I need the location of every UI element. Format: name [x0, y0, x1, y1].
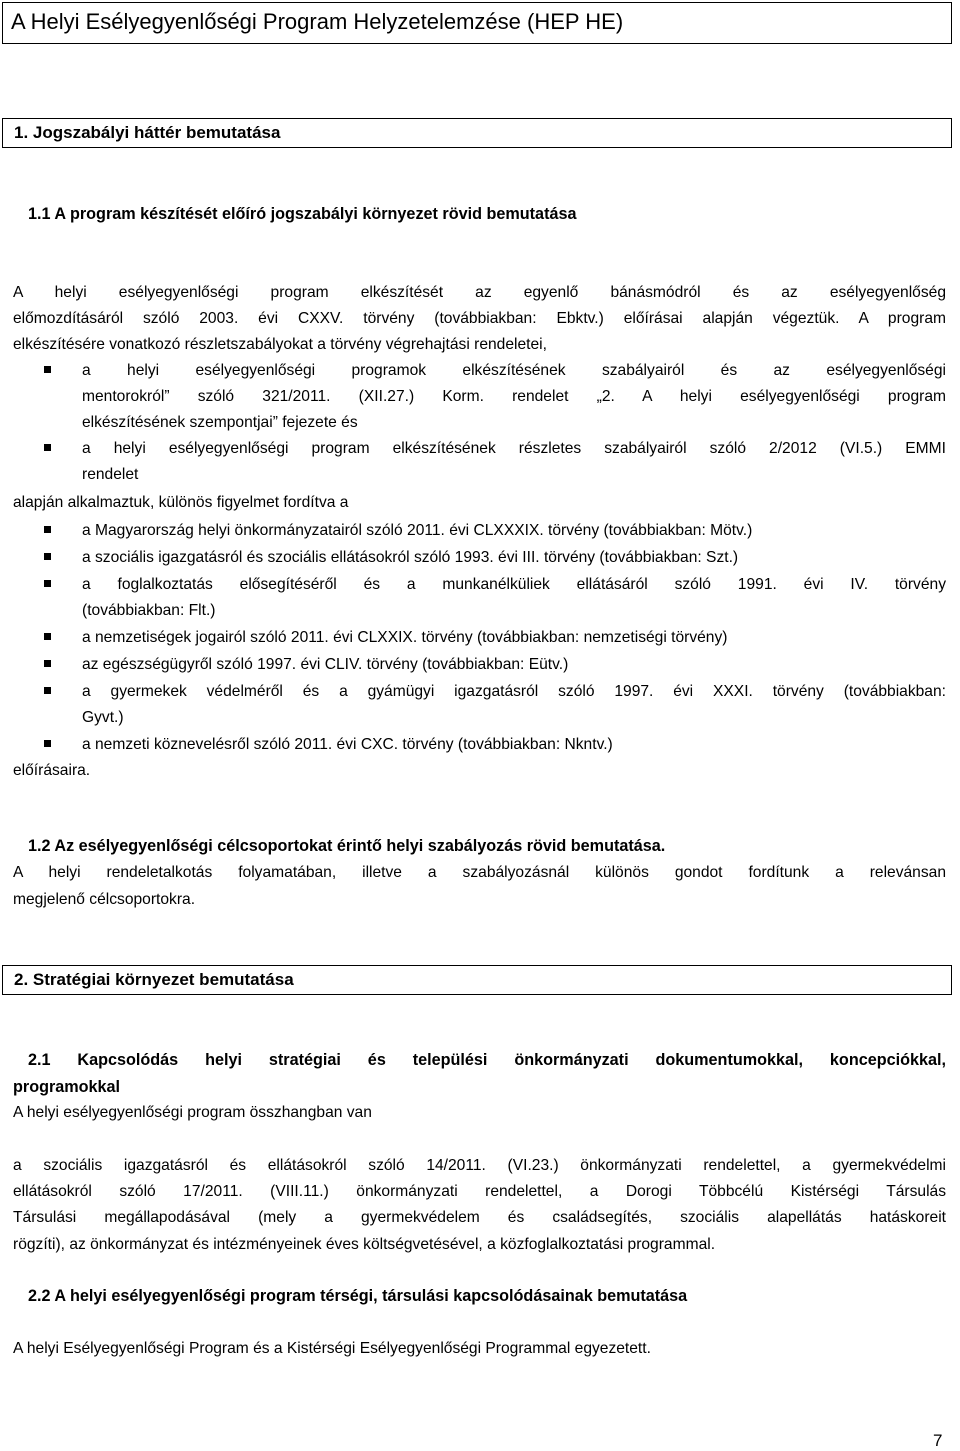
- bullet2-6-line-2: Gyvt.): [82, 709, 124, 726]
- bullet-icon: [44, 526, 51, 533]
- para6-line-3: Társulási megállapodásával (mely a gyermekvédelem és családsegítés, szociális alapellátás hatáskoreit: [13, 1209, 946, 1226]
- bullet-icon: [44, 740, 51, 747]
- bullet-icon: [44, 633, 51, 640]
- bullet2-7: a nemzeti köznevelésről szóló 2011. évi CXC. törvény (továbbiakban: Nkntv.): [82, 736, 613, 753]
- document-title: A Helyi Esélyegyenlőségi Program Helyzetelemzése (HEP HE): [11, 9, 624, 34]
- bullet-icon: [44, 580, 51, 587]
- para4-line-2: megjelenő célcsoportokra.: [13, 891, 196, 908]
- section-1-header: 1. Jogszabályi háttér bemutatása: [2, 118, 952, 148]
- section-2-1-heading-text: 2.1 Kapcsolódás helyi stratégiai és települési önkormányzati dokumentumokkal, koncepciókkal,: [28, 1051, 946, 1069]
- bullet1-1-line-3: elkészítésének szempontjai” fejezete és: [82, 414, 358, 431]
- para6-line-2: ellátásokról szóló 17/2011. (VIII.11.) önkormányzati rendelettel, a Dorogi Többcélú Kistérségi Társulás: [13, 1183, 946, 1200]
- bullet1-2-line-2: rendelet: [82, 466, 139, 483]
- bullet-icon: [44, 687, 51, 694]
- bullet2-4: a nemzetiségek jogairól szóló 2011. évi CLXXIX. törvény (továbbiakban: nemzetiségi törvény): [82, 629, 728, 646]
- para3: előírásaira.: [13, 762, 91, 779]
- para1-line-2: előmozdításáról szóló 2003. évi CXXV. törvény (továbbiakban: Ebktv.) előírásai alapján végeztük. A program: [13, 310, 946, 327]
- bullet2-2: a szociális igazgatásról és szociális ellátásokról szóló 1993. évi III. törvény (továbbiakban: Szt.): [82, 549, 739, 566]
- bullet1-1-line-1: a helyi esélyegyenlőségi programok elkészítésének szabályairól és az esélyegyenlőségi: [82, 362, 946, 379]
- bullet2-3-line-2: (továbbiakban: Flt.): [82, 602, 216, 619]
- para5: A helyi esélyegyenlőségi program összhangban van: [13, 1104, 372, 1121]
- section-2-header: 2. Stratégiai környezet bemutatása: [2, 965, 952, 995]
- bullet2-6-line-1: a gyermekek védelméről és a gyámügyi igazgatásról szóló 1997. évi XXXI. törvény (továbbiakban:: [82, 683, 946, 700]
- bullet2-1: a Magyarország helyi önkormányzatairól szóló 2011. évi CLXXXIX. törvény (továbbiakban: Mötv.): [82, 522, 753, 539]
- bullet2-5: az egészségügyről szóló 1997. évi CLIV. törvény (továbbiakban: Eütv.): [82, 656, 569, 673]
- bullet1-1-line-2: mentorokról” szóló 321/2011. (XII.27.) Korm. rendelet „2. A helyi esélyegyenlőségi program: [82, 388, 946, 405]
- section-1-1-heading: 1.1 A program készítését előíró jogszabályi környezet rövid bemutatása: [28, 205, 577, 223]
- para1-line-1: A helyi esélyegyenlőségi program elkészítését az egyenlő bánásmódról és az esélyegyenlőség: [13, 284, 946, 301]
- bullet2-3-line-1: a foglalkoztatás elősegítéséről és a munkanélküliek ellátásáról szóló 1991. évi IV. törvény: [82, 576, 946, 593]
- section-2-1-heading-line-1: [13, 1049, 946, 1071]
- bullet-icon: [44, 553, 51, 560]
- para6-line-1: a szociális igazgatásról és ellátásokról szóló 14/2011. (VI.23.) önkormányzati rendelettel, a gyermekvédelmi: [13, 1157, 946, 1174]
- para7: A helyi Esélyegyenlőségi Program és a Kistérségi Esélyegyenlőségi Programmal egyezetett.: [13, 1340, 651, 1357]
- title-box: [2, 2, 952, 44]
- page-number: 7: [933, 1431, 943, 1450]
- para6-line-4: rögzíti), az önkormányzat és intézményeinek éves költségvetésével, a közfoglalkoztatási programmal.: [13, 1236, 716, 1253]
- section-1-2-heading: 1.2 Az esélyegyenlőségi célcsoportokat érintő helyi szabályozás rövid bemutatása.: [28, 837, 666, 855]
- bullet-icon: [44, 366, 51, 373]
- section-2-1-heading-line-2: programokkal: [13, 1078, 121, 1096]
- para1-line-3: elkészítésére vonatkozó részletszabályokat a törvény végrehajtási rendeletei,: [13, 336, 547, 353]
- section-2-2-heading: 2.2 A helyi esélyegyenlőségi program térségi, társulási kapcsolódásainak bemutatása: [28, 1287, 688, 1305]
- bullet-icon: [44, 660, 51, 667]
- bullet1-2-line-1: a helyi esélyegyenlőségi program elkészítésének részletes szabályairól szóló 2/2012 (VI.5.) EMMI: [82, 440, 946, 457]
- bullet-icon: [44, 444, 51, 451]
- para2: alapján alkalmaztuk, különös figyelmet fordítva a: [13, 494, 349, 511]
- para4-line-1: A helyi rendeletalkotás folyamatában, illetve a szabályozásnál különös gondot fordítunk a relevánsan: [13, 864, 946, 881]
